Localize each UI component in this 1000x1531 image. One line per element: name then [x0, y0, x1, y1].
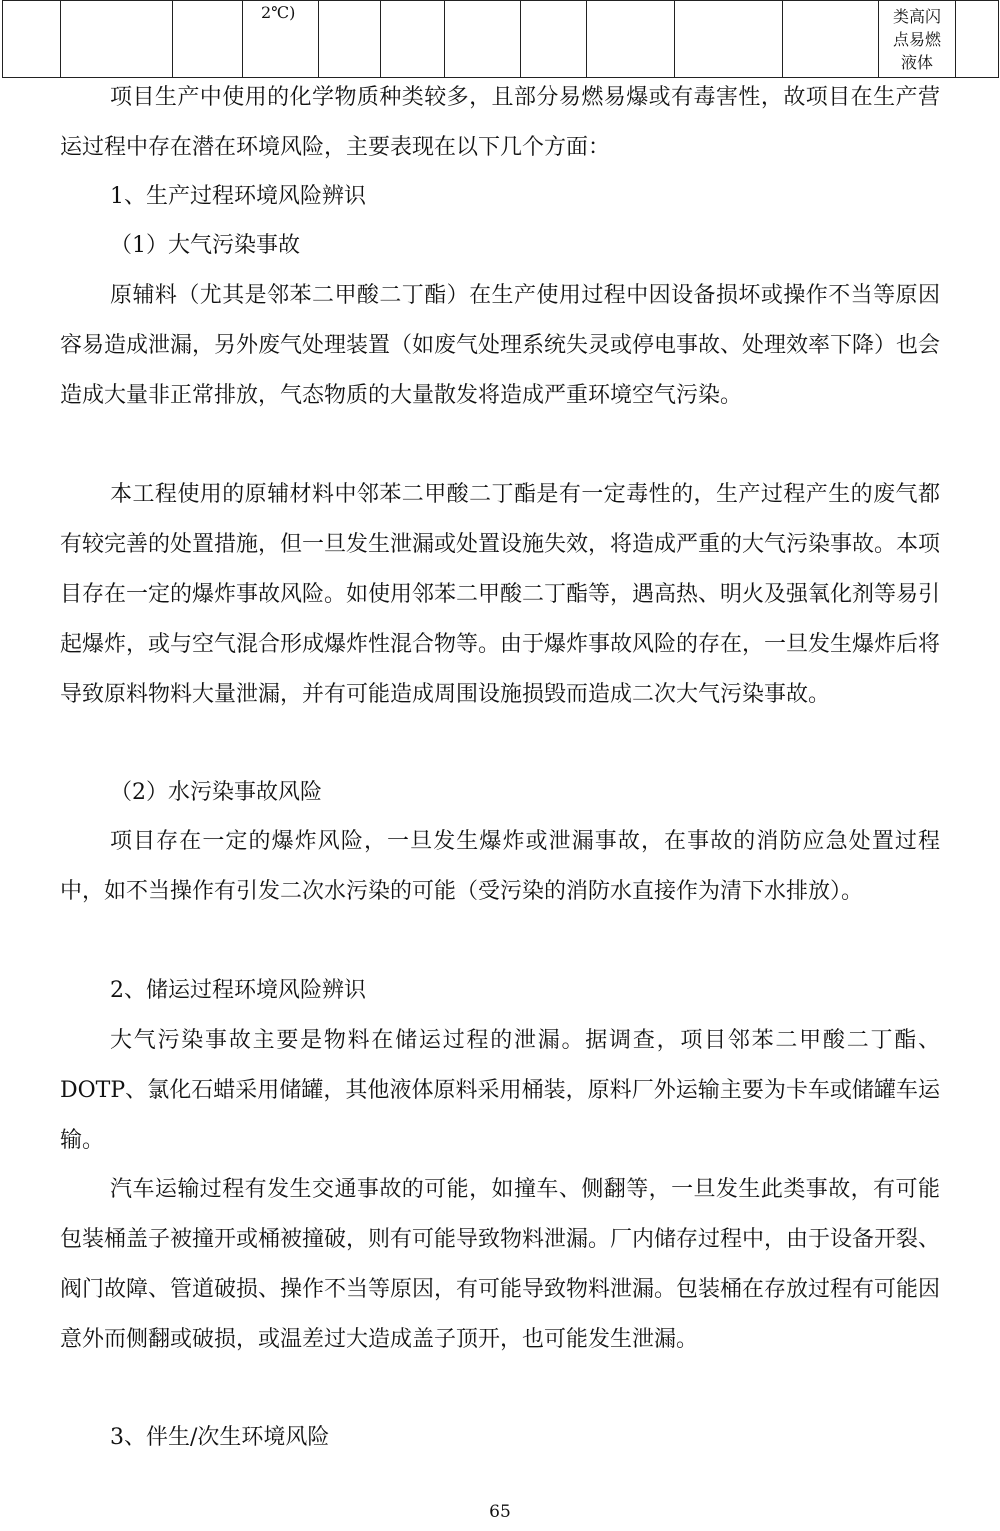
table-cell	[3, 1, 61, 78]
table-cell	[319, 1, 381, 78]
table-cell	[675, 1, 783, 78]
table-fragment	[2, 0, 999, 78]
paragraph-water-pollution: 项目存在一定的爆炸风险，一旦发生爆炸或泄漏事故，在事故的消防应急处置过程中，如不当操作有引发二次水污染的可能（受污染的消防水直接作为清下水排放）。	[60, 829, 940, 904]
class-line: 液体	[900, 53, 933, 72]
table-cell	[445, 1, 521, 78]
heading-water-pollution: （2）水污染事故风险	[110, 780, 322, 805]
paragraph-explosion-risk: 本工程使用的原辅材料中邻苯二甲酸二丁酯是有一定毒性的，生产过程产生的废气都有较完善的处置措施，但一旦发生泄漏或处置设施失效，将造成严重的大气污染事故。本项目存在一定的爆炸事故风险。如使用邻苯二甲酸二丁酯等，遇高热、明火及强氧化剂等易引起爆炸，或与空气混合形成爆炸性混合物等。由于爆炸事故风险的存在，一旦发生爆炸后将导致原料物料大量泄漏，并有可能造成周围设施损毁而造成二次大气污染事故。	[60, 482, 941, 707]
table-cell-temperature: 2℃)	[243, 1, 319, 78]
paragraph-intro: 项目生产中使用的化学物质种类较多，且部分易燃易爆或有毒害性，故项目在生产营运过程中存在潜在环境风险，主要表现在以下几个方面：	[60, 85, 940, 160]
table-cell	[956, 1, 999, 78]
heading-air-pollution: （1）大气污染事故	[110, 233, 300, 258]
heading-storage-risk: 2、储运过程环境风险辨识	[110, 978, 366, 1003]
table-cell	[587, 1, 675, 78]
class-line: 点易燃	[892, 30, 941, 49]
paragraph-transport: 汽车运输过程有发生交通事故的可能，如撞车、侧翻等，一旦发生此类事故，有可能包装桶盖子被撞开或桶被撞破，则有可能导致物料泄漏。厂内储存过程中，由于设备开裂、阀门故障、管道破损、操作不当等原因，有可能导致物料泄漏。包装桶在存放过程有可能因意外而侧翻或破损，或温差过大造成盖子顶开，也可能发生泄漏。	[60, 1177, 941, 1352]
table-cell-class	[879, 1, 956, 78]
table-cell	[381, 1, 445, 78]
heading-secondary-risk: 3、伴生/次生环境风险	[110, 1425, 330, 1450]
table-cell	[173, 1, 243, 78]
page-number: 65	[489, 1502, 511, 1522]
heading-production-risk: 1、生产过程环境风险辨识	[110, 184, 366, 209]
class-line: 类高闪	[892, 7, 941, 26]
table-cell	[783, 1, 879, 78]
table-cell	[521, 1, 587, 78]
paragraph-air-pollution-cause: 原辅料（尤其是邻苯二甲酸二丁酯）在生产使用过程中因设备损坏或操作不当等原因容易造成泄漏，另外废气处理装置（如废气处理系统失灵或停电事故、处理效率下降）也会造成大量非正常排放，气态物质的大量散发将造成严重环境空气污染。	[60, 283, 941, 408]
table-cell	[61, 1, 173, 78]
table-row	[3, 1, 999, 78]
paragraph-storage: 大气污染事故主要是物料在储运过程的泄漏。据调查，项目邻苯二甲酸二丁酯、 DOTP、氯化石蜡采用储罐，其他液体原料采用桶装，原料厂外运输主要为卡车或储罐车运输。	[60, 1028, 940, 1153]
